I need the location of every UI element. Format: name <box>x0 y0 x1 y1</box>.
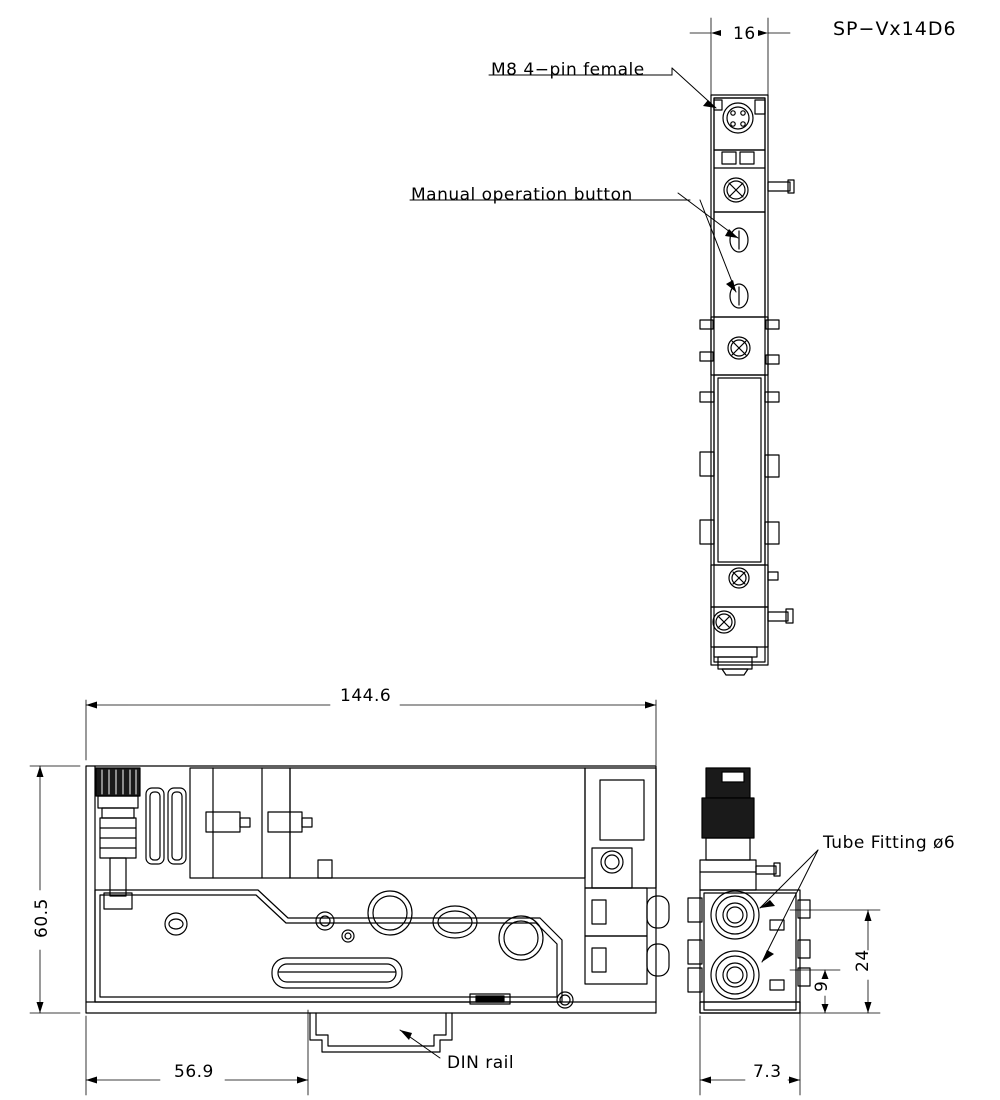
annotation-tube-fitting: Tube Fitting ø6 <box>823 833 956 853</box>
dimension-56-9: 56.9 <box>174 1062 214 1082</box>
dimension-9: 9 <box>812 980 832 992</box>
tube-fitting-lower <box>711 951 759 999</box>
tube-fitting-upper <box>711 891 759 939</box>
side-view-group <box>690 18 794 675</box>
annotation-din-rail: DIN rail <box>447 1053 515 1073</box>
dimension-24: 24 <box>853 949 873 972</box>
front-view-group <box>30 700 669 1095</box>
annotation-manual-operation-button: Manual operation button <box>411 185 633 205</box>
drawing-title: SP−Vx14D6 <box>833 18 957 40</box>
end-view-group <box>688 768 880 1095</box>
manual-button-1 <box>730 228 748 252</box>
dimension-7-3: 7.3 <box>753 1062 782 1082</box>
dimension-144-6: 144.6 <box>340 686 392 706</box>
annotation-m8-connector: M8 4−pin female <box>491 60 645 80</box>
dimension-16: 16 <box>733 24 756 44</box>
dimension-60-5: 60.5 <box>32 898 52 938</box>
